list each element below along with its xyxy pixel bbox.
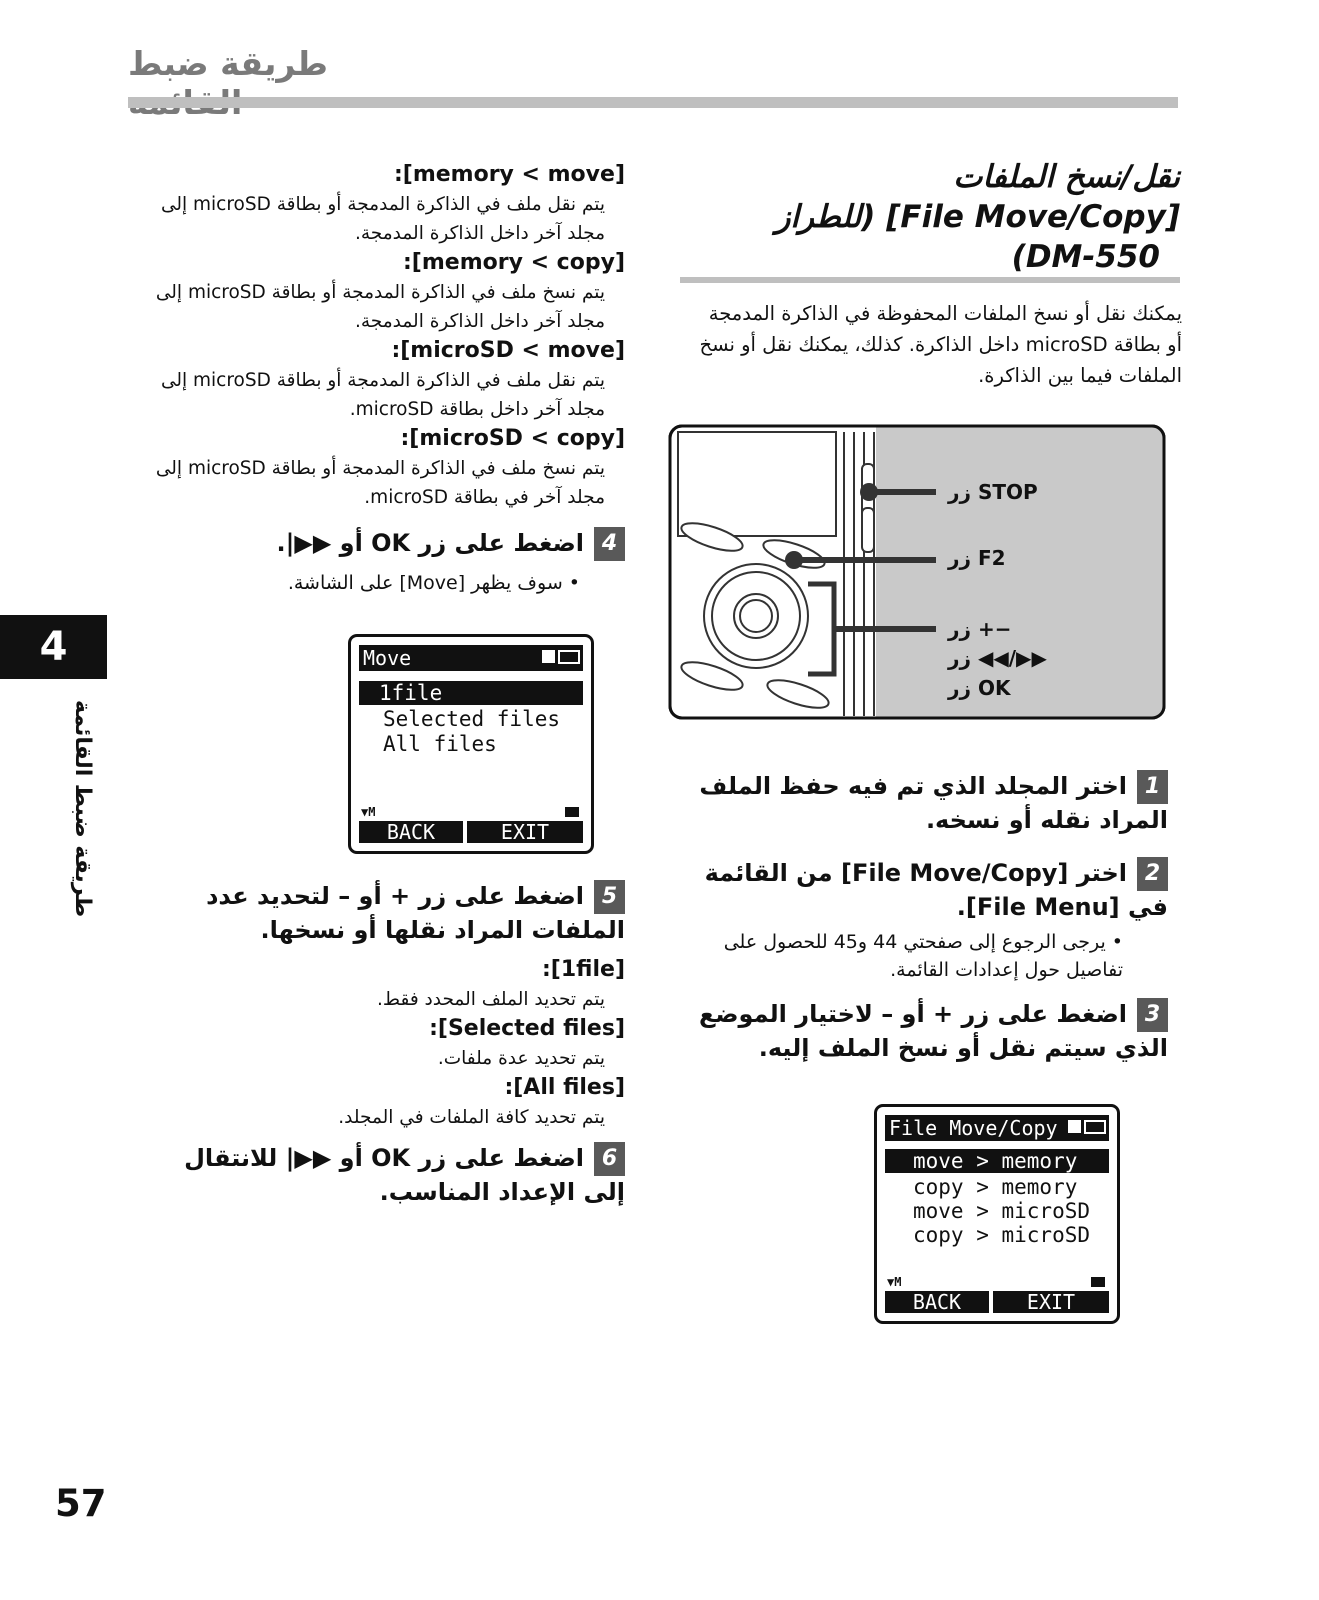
- step-number: 5: [594, 880, 625, 914]
- folder-icon: [565, 807, 579, 817]
- bullet-text: سوف يظهر [Move] على الشاشة.: [287, 572, 563, 594]
- step-number: 6: [594, 1142, 625, 1176]
- step-number: 3: [1137, 998, 1168, 1032]
- option-description: يتم نسخ ملف في الذاكرة المدمجة أو بطاقة microSD إلى مجلد آخر داخل الذاكرة المدمجة.: [155, 282, 605, 332]
- option-heading: [All files]:: [504, 1075, 625, 1100]
- step-text: اضغط على زر OK أو ▶▶| للانتقال إلى الإعداد المناسب.: [184, 1144, 625, 1206]
- step-number: 4: [594, 527, 625, 561]
- section-title-line3: DM-550): [1011, 239, 1160, 275]
- step-2: [680, 857, 1168, 924]
- step-4-block: [140, 527, 625, 597]
- mic-memory-icon: ▼M: [887, 1275, 902, 1289]
- lcd-title: File Move/Copy: [889, 1116, 1058, 1140]
- option-description: يتم نقل ملف في الذاكرة المدمجة أو بطاقة microSD إلى مجلد آخر داخل الذاكرة المدمجة.: [160, 194, 605, 244]
- intro-paragraph: يمكنك نقل أو نسخ الملفات المحفوظة في الذاكرة المدمجة أو بطاقة microSD داخل الذاكرة. كذلك، يمكنك نقل أو نسخ الملفات فيما بين الذاكرة.: [699, 302, 1182, 387]
- option-heading: [memory < copy]:: [403, 250, 625, 275]
- step-4-bullet: • سوف يظهر [Move] على الشاشة.: [287, 572, 580, 594]
- lcd-row: move > microSD: [913, 1199, 1091, 1223]
- battery-icon: [1084, 1120, 1106, 1134]
- option-heading: [Selected files]:: [429, 1016, 625, 1041]
- step-4: [140, 527, 625, 561]
- lcd-row: Selected files: [383, 707, 561, 731]
- step-text: اضغط على زر + أو – لاختيار الموضع الذي سيتم نقل أو نسخ الملف إليه.: [698, 1000, 1168, 1062]
- lcd-move: [348, 634, 594, 854]
- lcd-title: Move: [363, 646, 412, 670]
- option-description: يتم تحديد عدة ملفات.: [437, 1048, 605, 1069]
- option-description: يتم نقل ملف في الذاكرة المدمجة أو بطاقة microSD إلى مجلد آخر داخل بطاقة microSD.: [160, 370, 605, 420]
- battery-icon: [558, 650, 580, 664]
- section-title-line2: [File Move/Copy] (للطراز: [775, 199, 1180, 235]
- mic-memory-icon: ▼M: [361, 805, 376, 819]
- skip-button-label: زر ◀◀/▶▶: [948, 646, 1047, 670]
- steps-right: [680, 770, 1168, 1065]
- destination-options: [140, 160, 625, 512]
- step-number: 2: [1137, 857, 1168, 891]
- lcd-row: All files: [383, 732, 497, 756]
- step-number: 1: [1137, 770, 1168, 804]
- section-title: [680, 157, 1180, 277]
- option-description: يتم تحديد الملف المحدد فقط.: [377, 989, 605, 1010]
- device-drawing: [668, 424, 1166, 720]
- steps-left-lower: [160, 880, 625, 1209]
- chapter-tab-label: طريقة ضبط القائمة: [70, 700, 95, 918]
- lcd-title-bar: [359, 645, 583, 671]
- stop-button-label: زر STOP: [948, 480, 1038, 504]
- lcd-back-button: BACK: [885, 1291, 989, 1313]
- step-5: [160, 880, 625, 947]
- option-description: يتم نسخ ملف في الذاكرة المدمجة أو بطاقة microSD إلى مجلد آخر في بطاقة microSD.: [155, 458, 605, 508]
- lcd-row: copy > microSD: [913, 1223, 1091, 1247]
- chapter-tab: 4: [0, 615, 107, 679]
- device-illustration: [668, 424, 1166, 720]
- section-title-line1: نقل/نسخ الملفات: [953, 159, 1180, 195]
- lcd-row: 1file: [359, 681, 583, 705]
- folder-icon: [1091, 1277, 1105, 1287]
- lcd-file-move-copy: [874, 1104, 1120, 1324]
- f2-button-label: زر F2: [948, 546, 1006, 570]
- section-rule: [680, 277, 1180, 283]
- option-description: يتم تحديد كافة الملفات في المجلد.: [338, 1107, 605, 1128]
- bullet-text: يرجى الرجوع إلى صفحتي 44 و45 للحصول على تفاصيل حول إعدادات القائمة.: [723, 931, 1123, 981]
- header-rule: [128, 97, 1178, 108]
- step-1: [680, 770, 1168, 837]
- step-text: اختر [File Move/Copy] من القائمة في [File Menu].: [704, 859, 1168, 921]
- lcd-row: move > memory: [885, 1149, 1109, 1173]
- step-3: [680, 998, 1168, 1065]
- lcd-title-bar: [885, 1115, 1109, 1141]
- option-heading: [1file]:: [542, 957, 625, 982]
- option-heading: [memory < move]:: [393, 162, 625, 187]
- running-header: طريقة ضبط: [128, 44, 328, 83]
- step-6: [160, 1142, 625, 1209]
- ok-button-label: زر OK: [948, 676, 1011, 700]
- plusminus-button-label: زر +−: [948, 617, 1012, 641]
- step-text: اختر المجلد الذي تم فيه حفظ الملف المراد نقله أو نسخه.: [699, 772, 1168, 834]
- card-icon: [1068, 1120, 1081, 1133]
- card-icon: [542, 650, 555, 663]
- option-heading: [microSD < copy]:: [400, 426, 625, 451]
- lcd-exit-button: EXIT: [993, 1291, 1109, 1313]
- lcd-back-button: BACK: [359, 821, 463, 843]
- page-number: 57: [55, 1482, 107, 1525]
- lcd-row: copy > memory: [913, 1175, 1078, 1199]
- step-text: اضغط على زر OK أو ▶▶|.: [276, 529, 584, 557]
- step-2-bullet: • يرجى الرجوع إلى صفحتي 44 و45 للحصول على تفاصيل حول إعدادات القائمة.: [723, 931, 1123, 981]
- lcd-exit-button: EXIT: [467, 821, 583, 843]
- step-text: اضغط على زر + أو – لتحديد عدد الملفات المراد نقلها أو نسخها.: [206, 882, 625, 944]
- option-heading: [microSD < move]:: [391, 338, 625, 363]
